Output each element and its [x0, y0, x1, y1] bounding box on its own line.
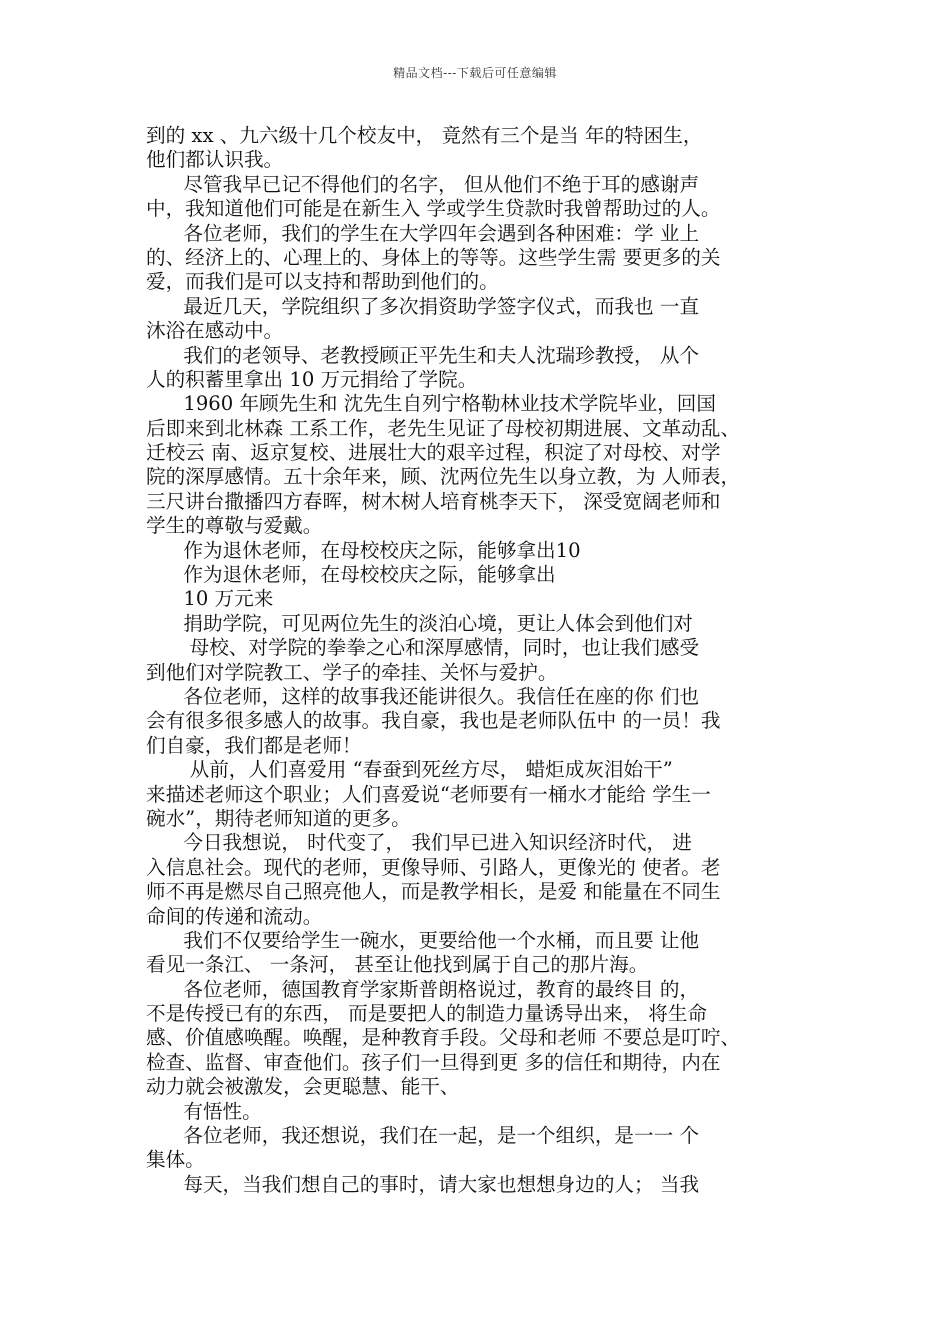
text-line: 10 万元来	[146, 587, 274, 611]
text-line: 1960 年顾先生和 沈先生自列宁格勒林业技术学院毕业，回国	[146, 392, 716, 416]
text-line: 爱，而我们是可以支持和帮助到他们的。	[146, 270, 499, 294]
text-line: 中，我知道他们可能是在新生入 学或学生贷款时我曾帮助过的人。	[146, 197, 721, 221]
text-line: 来描述老师这个职业；人们喜爱说“老师要有一桶水才能给 学生一	[146, 782, 711, 806]
text-line: 入信息社会。现代的老师，更像导师、引路人，更像光的 使者。老	[146, 855, 721, 879]
text-line: 不是传授已有的东西， 而是要把人的制造力量诱导出来， 将生命	[146, 1002, 708, 1026]
text-line: 后即来到北林森 工系工作，老先生见证了母校初期进展、文革动乱、	[146, 416, 741, 440]
text-line: 我们的老领导、老教授顾正平先生和夫人沈瑞珍教授， 从个	[146, 343, 700, 367]
text-line: 我们不仅要给学生一碗水，更要给他一个水桶，而且要 让他	[146, 928, 700, 952]
text-line: 到他们对学院教工、学子的牵挂、关怀与爱护。	[146, 660, 558, 684]
text-line: 师不再是燃尽自己照亮他人，而是教学相长，是爱 和能量在不同生	[146, 880, 721, 904]
text-line: 今日我想说， 时代变了， 我们早已进入知识经济时代， 进	[146, 831, 692, 855]
text-line: 每天，当我们想自己的事时，请大家也想想身边的人； 当我	[146, 1172, 700, 1196]
document-body	[146, 124, 814, 1197]
text-line: 有悟性。	[146, 1099, 262, 1123]
text-line: 各位老师，我们的学生在大学四年会遇到各种困难：学 业上	[146, 221, 700, 245]
text-line: 人的积蓄里拿出 10 万元捐给了学院。	[146, 367, 478, 391]
text-line: 三尺讲台撒播四方春晖，树木树人培育桃李天下， 深受宽阔老师和	[146, 489, 721, 513]
text-line: 迁校云 南、返京复校、进展壮大的艰辛过程，积淀了对母校、对学	[146, 441, 721, 465]
text-line: 各位老师，德国教育学家斯普朗格说过，教育的最终目 的，	[146, 977, 700, 1001]
text-line: 各位老师，这样的故事我还能讲很久。我信任在座的你 们也	[146, 684, 700, 708]
text-line: 学生的尊敬与爱戴。	[146, 514, 323, 538]
text-line: 会有很多很多感人的故事。我自豪，我也是老师队伍中 的一员！我	[146, 709, 721, 733]
text-line: 最近几天，学院组织了多次捐资助学签字仪式，而我也 一直	[146, 294, 700, 318]
text-line: 动力就会被激发，会更聪慧、能干、	[146, 1075, 460, 1099]
text-line: 院的深厚感情。五十余年来，顾、沈两位先生以身立教，为 人师表，	[146, 465, 741, 489]
text-line: 捐助学院，可见两位先生的淡泊心境，更让人体会到他们对	[146, 611, 693, 635]
text-line: 尽管我早已记不得他们的名字， 但从他们不绝于耳的感谢声	[146, 172, 700, 196]
text-line: 沐浴在感动中。	[146, 319, 284, 343]
text-line: 看见一条江、 一条河， 甚至让他找到属于自己的那片海。	[146, 953, 649, 977]
text-line: 的、经济上的、心理上的、身体上的等等。这些学生需 要更多的关	[146, 245, 721, 269]
text-line: 检查、监督、审查他们。孩子们一旦得到更 多的信任和期待，内在	[146, 1050, 721, 1074]
text-line: 碗水”，期待老师知道的更多。	[146, 806, 411, 830]
text-line: 他们都认识我。	[146, 148, 284, 172]
text-line: 各位老师，我还想说，我们在一起，是一个组织，是一一 个	[146, 1124, 700, 1148]
text-line: 们自豪，我们都是老师！	[146, 733, 362, 757]
page-header: 精品文档---下载后可任意编辑	[393, 66, 557, 80]
text-line: 到的 xx 、九六级十几个校友中， 竟然有三个是当 年的特困生，	[146, 124, 703, 147]
text-line: 命间的传递和流动。	[146, 904, 323, 928]
text-line: 作为退休老师，在母校校庆之际，能够拿出	[146, 563, 556, 587]
text-line: 集体。	[146, 1148, 205, 1172]
text-line: 母校、对学院的拳拳之心和深厚感情，同时，也让我们感受	[146, 636, 700, 660]
text-line: 感、价值感唤醒。唤醒，是种教育手段。父母和老师 不要总是叮咛、	[146, 1026, 741, 1050]
text-line: 作为退休老师，在母校校庆之际，能够拿出10	[146, 538, 581, 562]
text-line: 从前，人们喜爱用 “春蚕到死丝方尽， 蜡炬成灰泪始干”	[146, 758, 673, 782]
